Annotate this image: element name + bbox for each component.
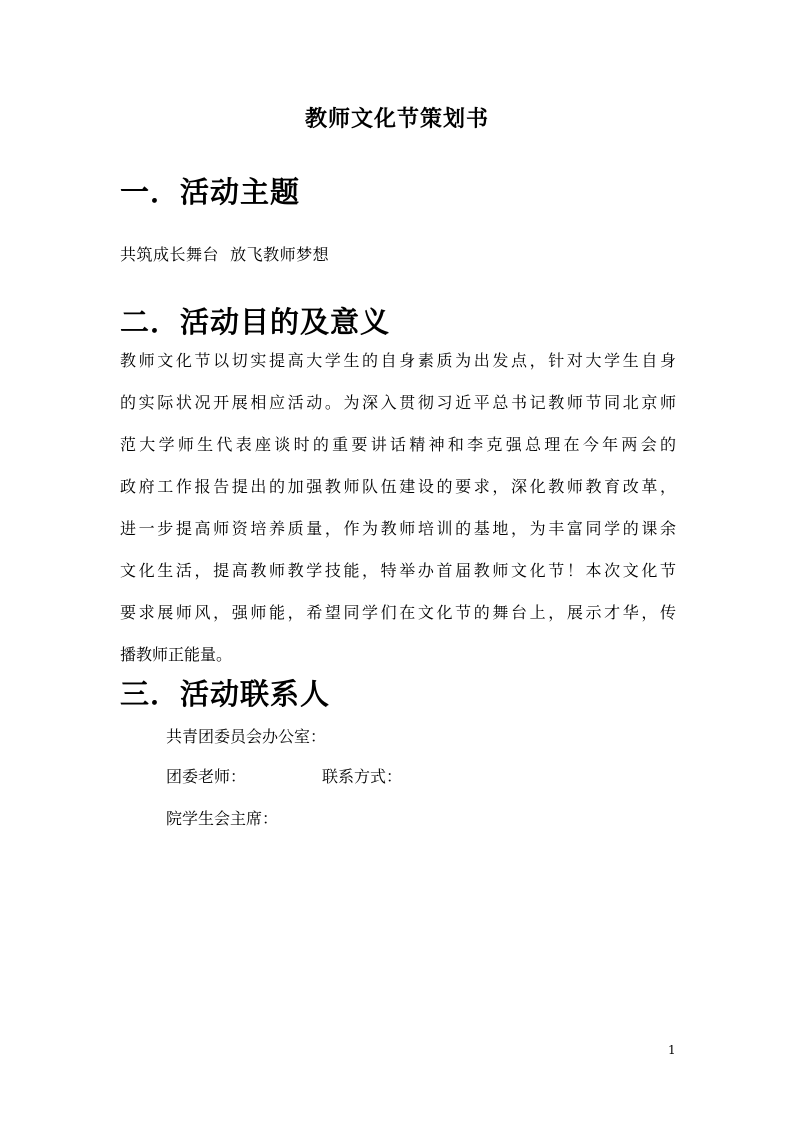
- theme-text: 共筑成长舞台 放飞教师梦想: [120, 245, 330, 264]
- paragraph-line: 政府工作报告提出的加强教师队伍建设的要求，深化教师教育改革，: [120, 477, 676, 496]
- section-title: 活动目的及意义: [180, 305, 391, 339]
- purpose-paragraph: [120, 340, 676, 676]
- paragraph-line: 的实际状况开展相应活动。为深入贯彻习近平总书记教师节同北京师: [120, 393, 676, 412]
- section-heading-theme: [120, 170, 300, 211]
- paragraph-line: 进一步提高师资培养质量，作为教师培训的基地，为丰富同学的课余: [120, 519, 676, 538]
- page-number: 1: [668, 1043, 676, 1057]
- paragraph-line: 要求展师风，强师能，希望同学们在文化节的舞台上，展示才华，传: [120, 603, 676, 622]
- section-number: 三．: [120, 677, 181, 711]
- section-heading-purpose: [120, 300, 390, 341]
- contact-method: 联系方式：: [322, 767, 403, 786]
- contact-teacher: 团委老师：: [166, 767, 247, 786]
- section-title: 活动联系人: [180, 677, 331, 711]
- section-heading-contacts: [120, 672, 330, 713]
- document-title: 教师文化节策划书: [304, 106, 489, 132]
- paragraph-line: 播教师正能量。: [120, 645, 233, 664]
- section-number: 二．: [120, 305, 181, 339]
- contact-office: 共青团委员会办公室：: [166, 727, 327, 746]
- paragraph-line: 教师文化节以切实提高大学生的自身素质为出发点，针对大学生自身: [120, 351, 676, 370]
- contact-chair: 院学生会主席：: [166, 809, 279, 828]
- contact-teacher-row: [166, 764, 402, 787]
- section-title: 活动主题: [180, 175, 301, 209]
- section-number: 一．: [120, 175, 181, 209]
- paragraph-line: 文化生活，提高教师教学技能，特举办首届教师文化节！本次文化节: [120, 561, 676, 580]
- paragraph-line: 范大学师生代表座谈时的重要讲话精神和李克强总理在今年两会的: [120, 435, 676, 454]
